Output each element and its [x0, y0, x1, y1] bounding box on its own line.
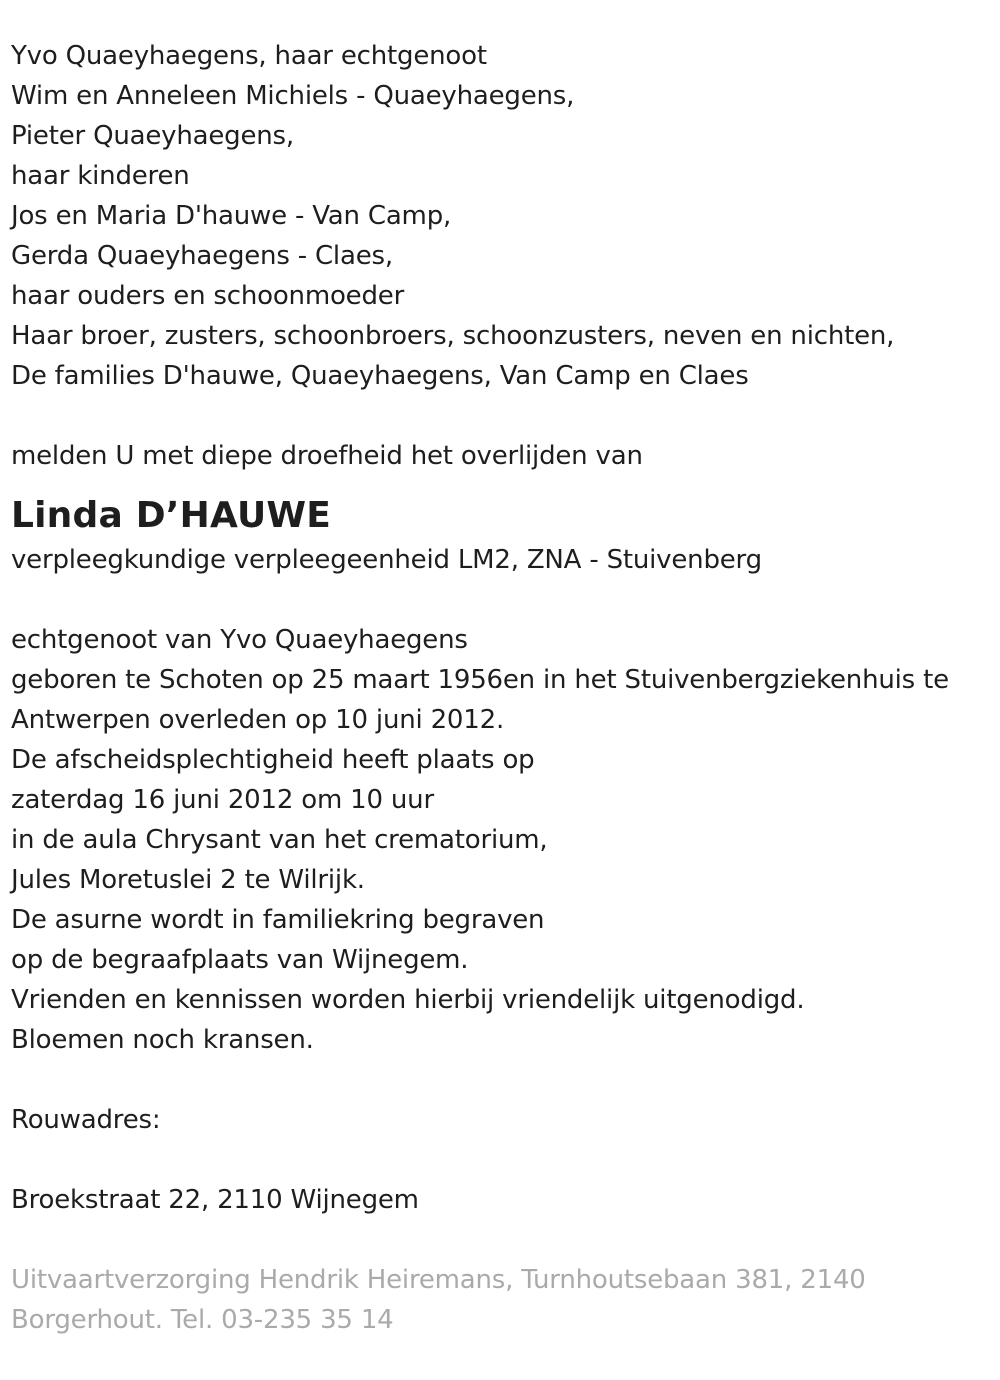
mourning-address-label: Rouwadres: [11, 1105, 161, 1135]
obituary-notice [11, 36, 996, 1340]
spacer [11, 396, 996, 436]
spacer [11, 580, 996, 620]
detail-line: Jules Moretuslei 2 te Wilrijk. [11, 865, 365, 895]
funeral-home-line: Uitvaartverzorging Hendrik Heiremans, Turnhoutsebaan 381, 2140 [11, 1265, 866, 1295]
spacer [11, 1140, 996, 1180]
funeral-home-info [11, 1260, 996, 1340]
mourning-address: Broekstraat 22, 2110 Wijnegem [11, 1185, 419, 1215]
detail-line: Vrienden en kennissen worden hierbij vriendelijk uitgenodigd. [11, 985, 805, 1015]
detail-line: echtgenoot van Yvo Quaeyhaegens [11, 625, 468, 655]
family-line: haar ouders en schoonmoeder [11, 281, 405, 311]
funeral-home-contact: Borgerhout. Tel. 03-235 35 14 [11, 1305, 394, 1335]
spacer [11, 1220, 996, 1260]
detail-line: in de aula Chrysant van het crematorium, [11, 825, 548, 855]
detail-line: Antwerpen overleden op 10 juni 2012. [11, 705, 505, 735]
detail-line: op de begraafplaats van Wijnegem. [11, 945, 469, 975]
family-line: Yvo Quaeyhaegens, haar echtgenoot [11, 41, 487, 71]
family-line: haar kinderen [11, 161, 190, 191]
detail-line: Bloemen noch kransen. [11, 1025, 314, 1055]
family-line: Jos en Maria D'hauwe - Van Camp, [11, 201, 452, 231]
detail-line: De asurne wordt in familiekring begraven [11, 905, 545, 935]
spacer [11, 1060, 996, 1100]
family-line: Haar broer, zusters, schoonbroers, schoonzusters, neven en nichten, [11, 321, 895, 351]
detail-line: zaterdag 16 juni 2012 om 10 uur [11, 785, 434, 815]
announcement-text: melden U met diepe droefheid het overlijden van [11, 441, 643, 471]
detail-line: geboren te Schoten op 25 maart 1956en in het Stuivenbergziekenhuis te [11, 665, 949, 695]
family-line: Gerda Quaeyhaegens - Claes, [11, 241, 393, 271]
details-list [11, 620, 996, 1060]
family-line: De families D'hauwe, Quaeyhaegens, Van Camp en Claes [11, 361, 749, 391]
deceased-occupation: verpleegkundige verpleegeenheid LM2, ZNA - Stuivenberg [11, 545, 762, 575]
deceased-name: Linda D’HAUWE [11, 495, 332, 536]
family-line: Pieter Quaeyhaegens, [11, 121, 294, 151]
family-list [11, 36, 996, 396]
detail-line: De afscheidsplechtigheid heeft plaats op [11, 745, 535, 775]
family-line: Wim en Anneleen Michiels - Quaeyhaegens, [11, 81, 575, 111]
